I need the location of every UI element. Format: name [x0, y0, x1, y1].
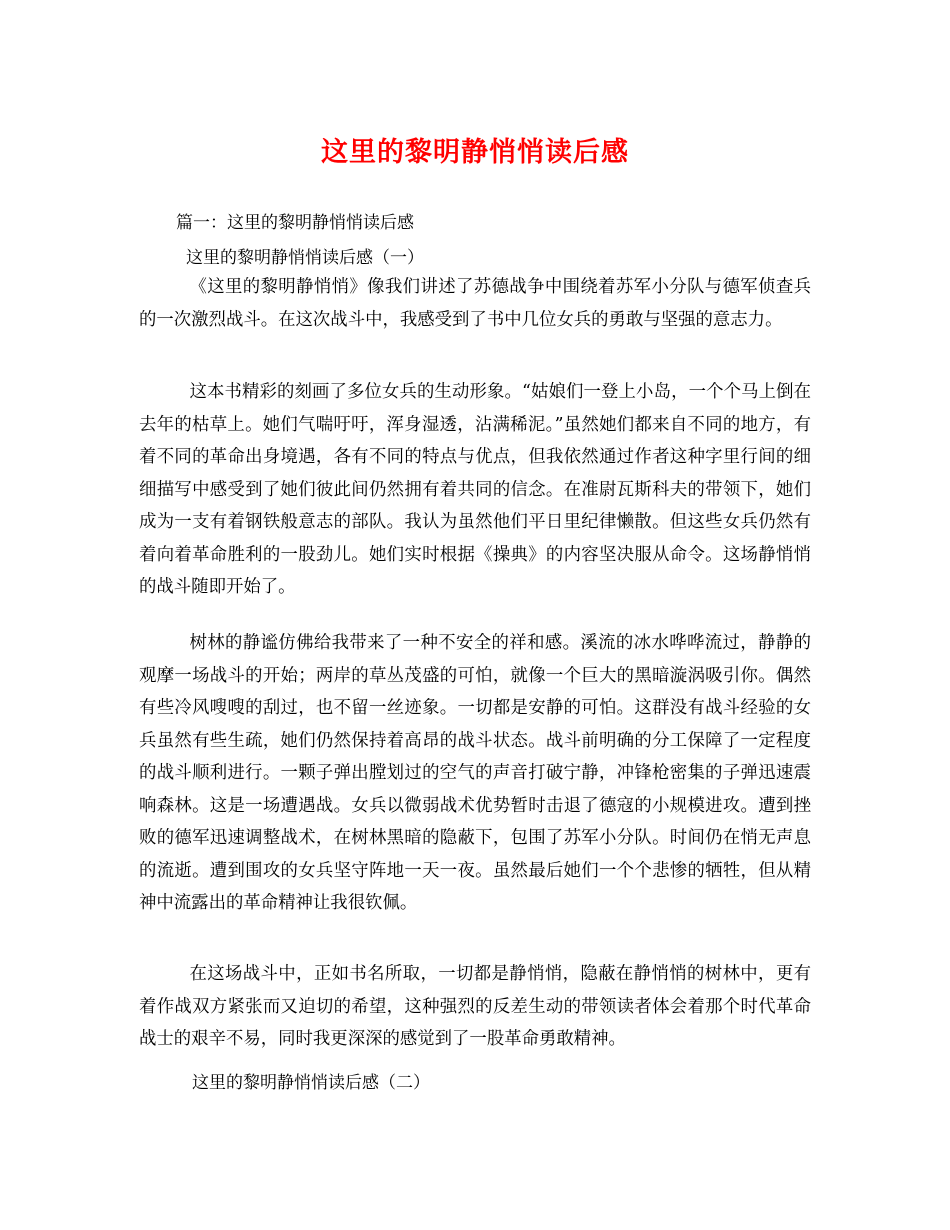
sub-heading-1: 这里的黎明静悄悄读后感（一） — [186, 248, 424, 268]
section-heading: 篇一：这里的黎明静悄悄读后感 — [176, 213, 414, 233]
paragraph-1: 《这里的黎明静悄悄》像我们讲述了苏德战争中围绕着苏军小分队与德军侦查兵的一次激烈战斗。在这次战斗中，我感受到了书中几位女兵的勇敢与坚强的意志力。 — [139, 277, 811, 330]
document-title: 这里的黎明静悄悄读后感 — [321, 137, 629, 168]
paragraph-2: 这本书精彩的刻画了多位女兵的生动形象。“姑娘们一登上小岛，一个个马上倒在去年的枯草上。她们气喘吁吁，浑身湿透，沾满稀泥。”虽然她们都来自不同的地方，有着不同的革命出身境遇，各有不同的特点与优点，但我依然通过作者这种字里行间的细细描写中感受到了她们彼此间仍然拥有着共同的信念。在准尉瓦斯科夫的带领下，她们成为一支有着钢铁般意志的部队。我认为虽然他们平日里纪律懒散。但这些女兵仍然有着向着革命胜利的一股劲儿。她们实时根据《操典》的内容坚决服从命令。这场静悄悄的战斗随即开始了。 — [139, 382, 811, 597]
sub-heading-2: 这里的黎明静悄悄读后感（二） — [192, 1073, 430, 1093]
paragraph-3: 树林的静谧仿佛给我带来了一种不安全的祥和感。溪流的冰水哗哗流过，静静的观摩一场战斗的开始；两岸的草丛茂盛的可怕，就像一个巨大的黑暗漩涡吸引你。偶然有些冷风嗖嗖的刮过，也不留一丝迹象。一切都是安静的可怕。这群没有战斗经验的女兵虽然有些生疏，她们仍然保持着高昂的战斗状态。战斗前明确的分工保障了一定程度的战斗顺利进行。一颗子弹出膛划过的空气的声音打破宁静，冲锋枪密集的子弹迅速震响森林。这是一场遭遇战。女兵以微弱战术优势暂时击退了德寇的小规模进攻。遭到挫败的德军迅速调整战术，在树林黑暗的隐蔽下，包围了苏军小分队。时间仍在悄无声息的流逝。遭到围攻的女兵坚守阵地一天一夜。虽然最后她们一个个悲惨的牺牲，但从精神中流露出的革命精神让我很钦佩。 — [139, 633, 811, 913]
paragraph-4: 在这场战斗中，正如书名所取，一切都是静悄悄，隐蔽在静悄悄的树林中，更有着作战双方紧张而又迫切的希望，这种强烈的反差生动的带领读者体会着那个时代革命战士的艰辛不易，同时我更深深的感觉到了一股革命勇敢精神。 — [139, 964, 811, 1049]
